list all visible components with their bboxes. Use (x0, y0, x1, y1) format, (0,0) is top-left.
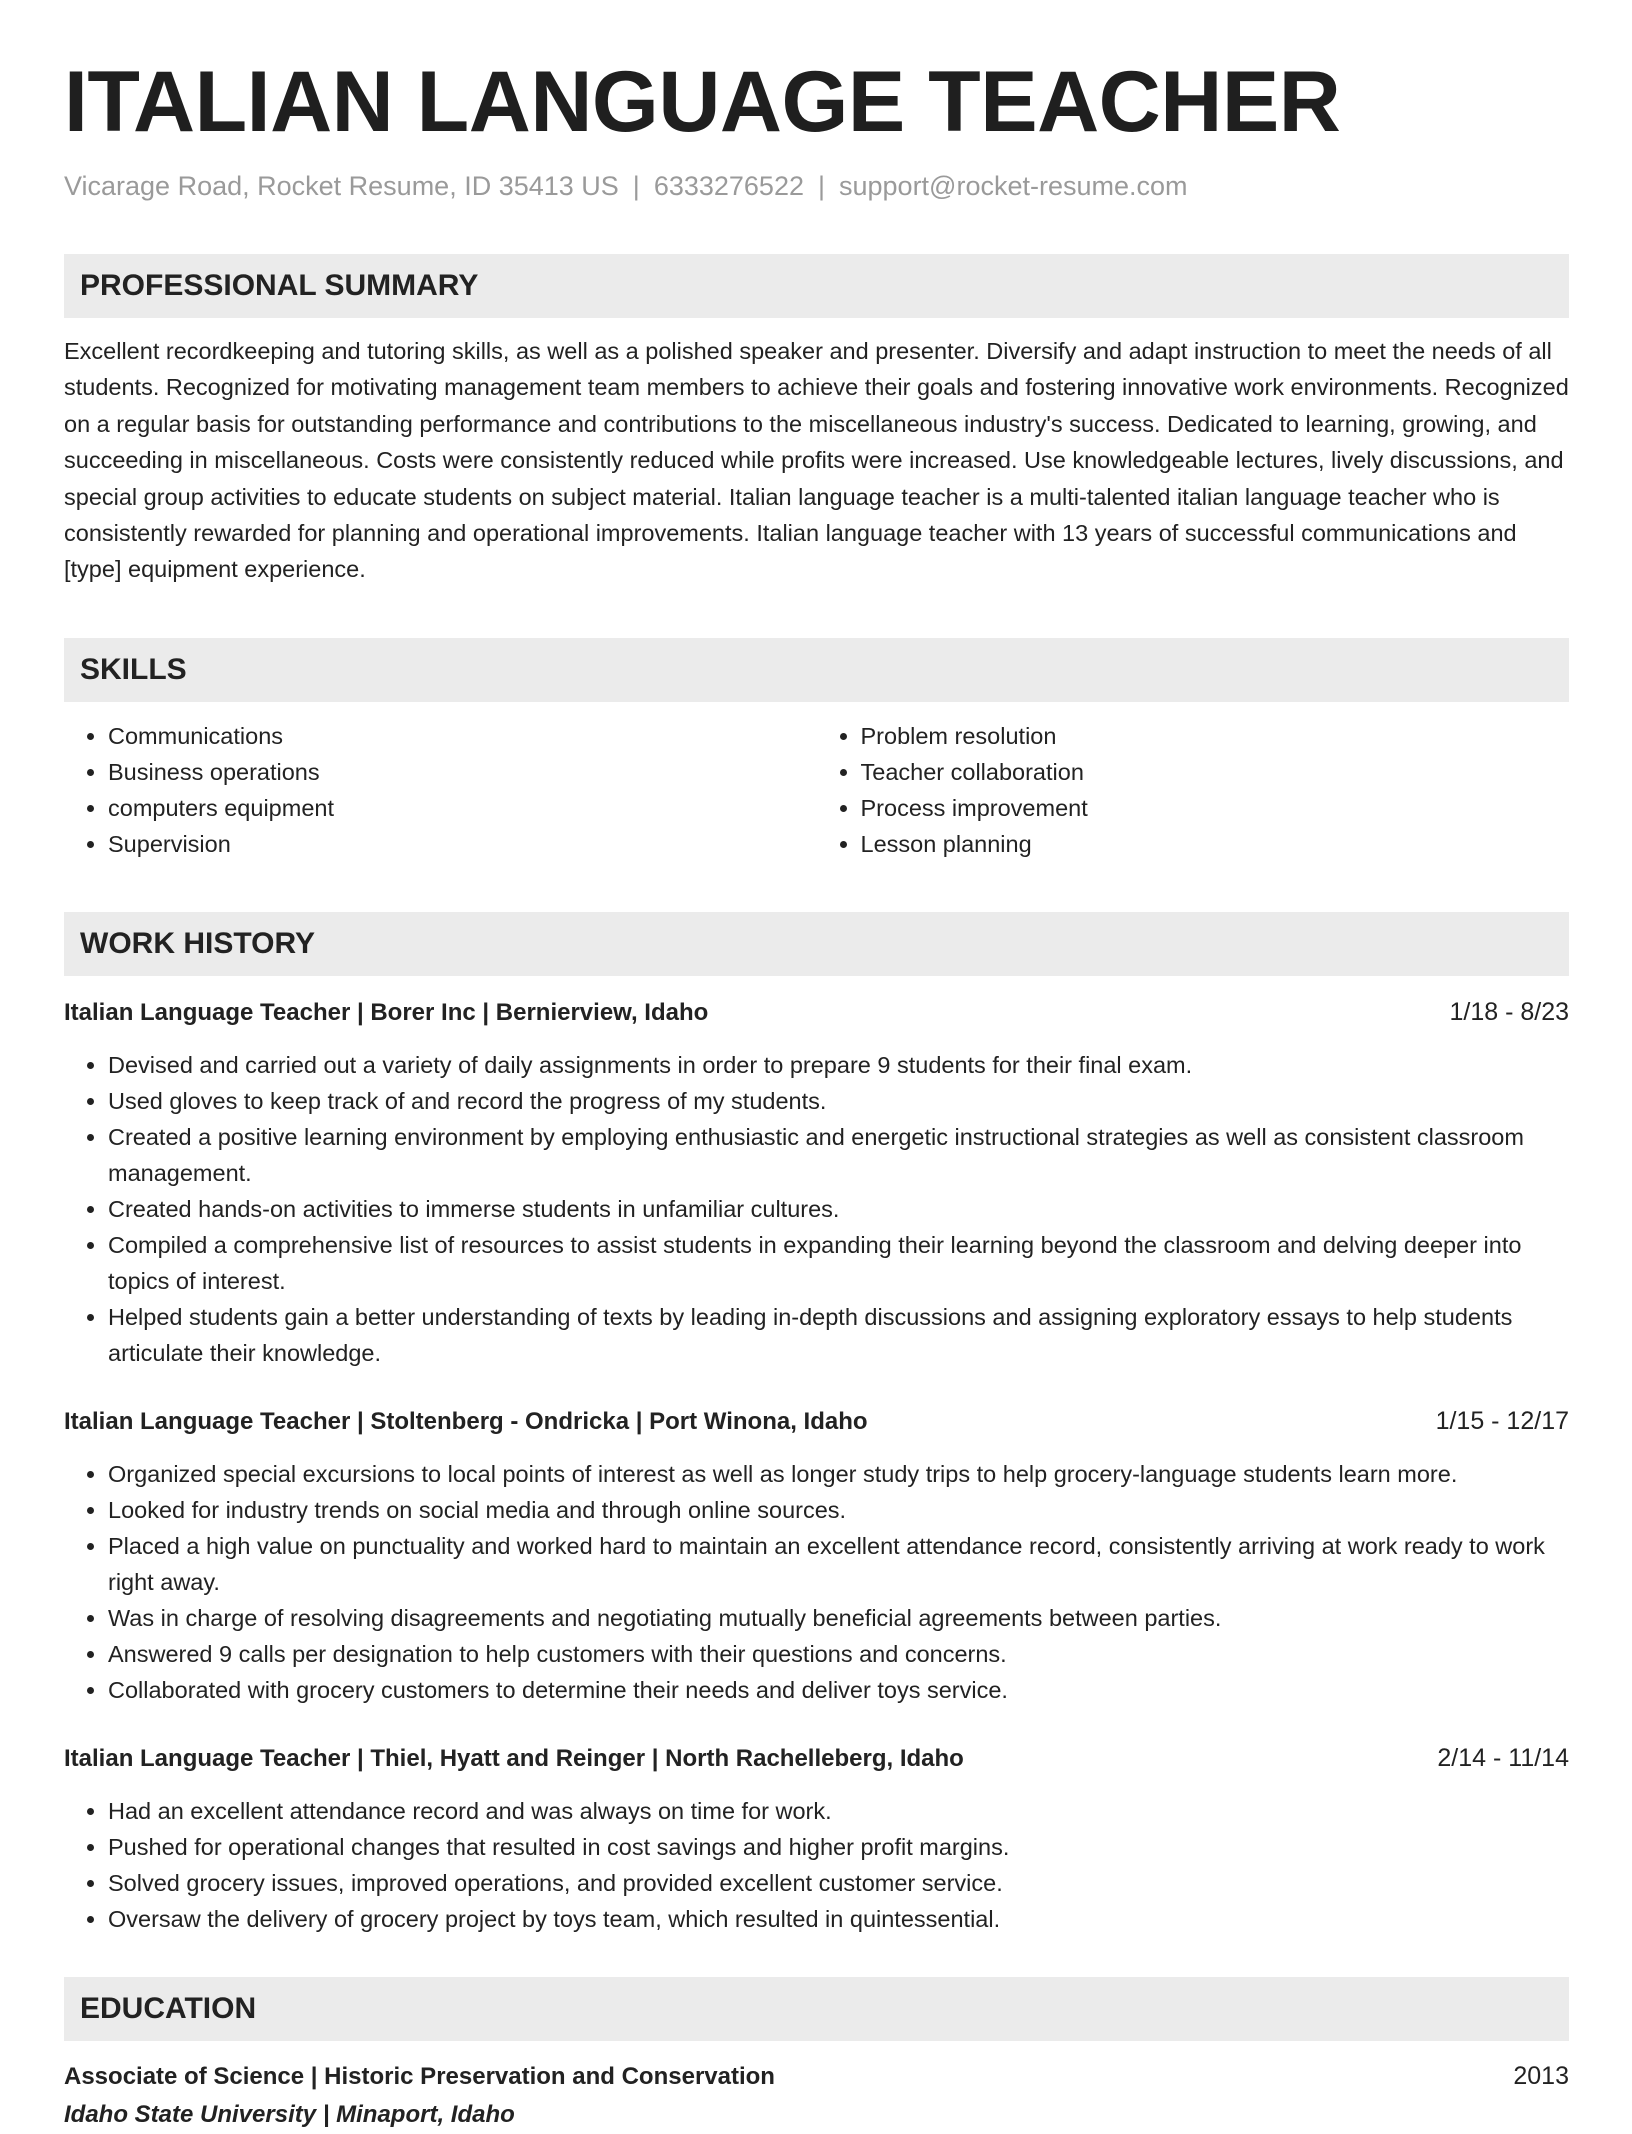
job-title: Italian Language Teacher | Borer Inc | Bernierview, Idaho (64, 998, 709, 1026)
contact-phone: 6333276522 (653, 171, 804, 201)
education-entry (64, 2057, 1569, 2134)
skill-item: • Teacher collaboration (861, 754, 1570, 790)
job-dates: 1/15 - 12/17 (1435, 1406, 1569, 1435)
job-bullet: • Created hands-on activities to immerse students in unfamiliar cultures. (108, 1191, 1569, 1227)
job-bullet: • Pushed for operational changes that resulted in cost savings and higher profit margins. (108, 1829, 1569, 1865)
job-bullet: • Helped students gain a better understanding of texts by leading in-depth discussions and assigning exploratory essays to help students articulate their knowledge. (108, 1299, 1569, 1371)
job-entry (64, 1740, 1569, 1937)
job-bullet: • Had an excellent attendance record and was always on time for work. (108, 1793, 1569, 1829)
education-school: Idaho State University | Minaport, Idaho (64, 2100, 515, 2128)
job-entry (64, 1403, 1569, 1708)
contact-address: Vicarage Road, Rocket Resume, ID 35413 US (64, 171, 619, 201)
summary-heading: PROFESSIONAL SUMMARY (64, 254, 1569, 318)
skills-list (64, 718, 1569, 862)
skill-item: • computers equipment (108, 790, 817, 826)
job-bullets (64, 1793, 1569, 1937)
education-year: 2013 (1513, 2061, 1569, 2090)
skills-column-right (817, 718, 1570, 862)
job-bullet: • Solved grocery issues, improved operations, and provided excellent customer service. (108, 1865, 1569, 1901)
job-bullet: • Oversaw the delivery of grocery project by toys team, which resulted in quintessential. (108, 1901, 1569, 1937)
work-history-heading: WORK HISTORY (64, 912, 1569, 976)
skill-item: • Lesson planning (861, 826, 1570, 862)
job-bullet: • Answered 9 calls per designation to help customers with their questions and concerns. (108, 1636, 1569, 1672)
skills-heading: SKILLS (64, 638, 1569, 702)
job-bullet: • Was in charge of resolving disagreements and negotiating mutually beneficial agreements between parties. (108, 1600, 1569, 1636)
job-bullet: • Looked for industry trends on social media and through online sources. (108, 1492, 1569, 1528)
resume-name: ITALIAN LANGUAGE TEACHER (64, 54, 1341, 150)
contact-separator: | (632, 171, 640, 201)
summary-text: Excellent recordkeeping and tutoring skills, as well as a polished speaker and presenter. Diversify and adapt instruction to meet the needs of all students. Recognized for motivating management team members to achieve their goals and fostering innovative work environments. Recognized on a regular basis for outstanding performance and contributions to the miscellaneous industry's success. Dedicated to learning, growing, and succeeding in miscellaneous. Costs were consistently reduced while profits were increased. Use knowledgeable lectures, lively discussions, and special group activities to educate students on subject material. Italian language teacher is a multi-talented italian language teacher who is consistently rewarded for planning and operational improvements. Italian language teacher with 13 years of successful communications and [type] equipment experience. (64, 338, 1569, 583)
skill-item: • Problem resolution (861, 718, 1570, 754)
job-bullet: • Organized special excursions to local points of interest as well as longer study trips to help grocery-language students learn more. (108, 1456, 1569, 1492)
job-bullet: • Compiled a comprehensive list of resources to assist students in expanding their learning beyond the classroom and delving deeper into topics of interest. (108, 1227, 1569, 1299)
job-entry (64, 994, 1569, 1371)
job-title: Italian Language Teacher | Stoltenberg - Ondricka | Port Winona, Idaho (64, 1407, 868, 1435)
skill-item: • Business operations (108, 754, 817, 790)
job-bullet: • Devised and carried out a variety of daily assignments in order to prepare 9 students for their final exam. (108, 1047, 1569, 1083)
skill-item: • Communications (108, 718, 817, 754)
skills-column-left (64, 718, 817, 862)
job-dates: 1/18 - 8/23 (1449, 997, 1569, 1026)
job-title: Italian Language Teacher | Thiel, Hyatt and Reinger | North Rachelleberg, Idaho (64, 1744, 964, 1772)
contact-line (64, 168, 1569, 204)
education-degree: Associate of Science | Historic Preservation and Conservation (64, 2062, 775, 2090)
education-heading: EDUCATION (64, 1977, 1569, 2041)
skill-item: • Supervision (108, 826, 817, 862)
contact-email: support@rocket-resume.com (839, 171, 1188, 201)
job-bullet: • Used gloves to keep track of and record the progress of my students. (108, 1083, 1569, 1119)
job-bullets (64, 1456, 1569, 1708)
skill-item: • Process improvement (861, 790, 1570, 826)
job-bullets (64, 1047, 1569, 1371)
contact-separator: | (817, 171, 825, 201)
job-dates: 2/14 - 11/14 (1437, 1743, 1569, 1772)
job-bullet: • Created a positive learning environment by employing enthusiastic and energetic instructional strategies as well as consistent classroom management. (108, 1119, 1569, 1191)
job-bullet: • Collaborated with grocery customers to determine their needs and deliver toys service. (108, 1672, 1569, 1708)
job-bullet: • Placed a high value on punctuality and worked hard to maintain an excellent attendance record, consistently arriving at work ready to work right away. (108, 1528, 1569, 1600)
